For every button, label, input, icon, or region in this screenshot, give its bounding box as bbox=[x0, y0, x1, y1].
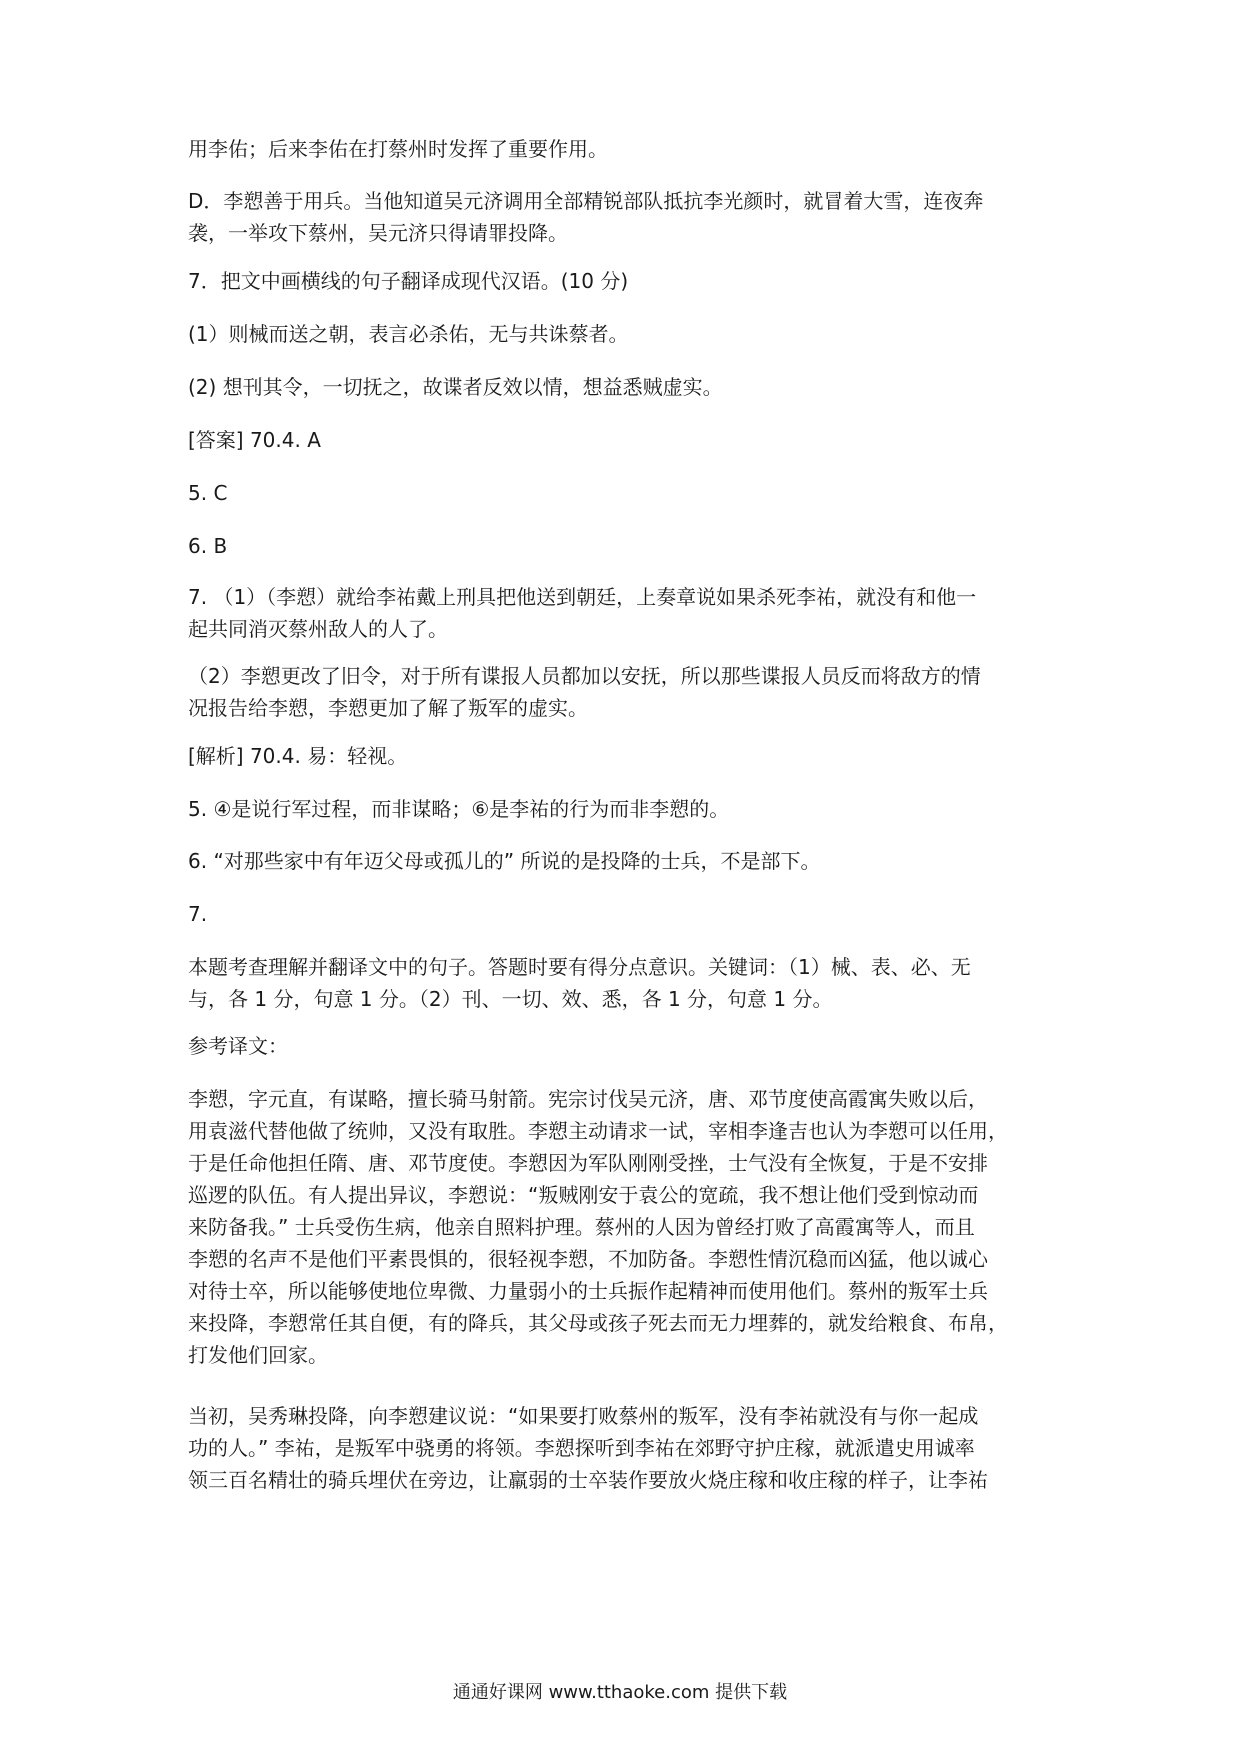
analysis-6: 6. “对那些家中有年迈父母或孤儿的” 所说的是投降的士兵，不是部下。 bbox=[188, 849, 821, 873]
analysis-7-label: 7. bbox=[188, 902, 208, 926]
analysis-5: 5. ④是说行军过程，而非谋略；⑥是李祐的行为而非李愬的。 bbox=[188, 797, 730, 821]
answer-heading: [答案] 70.4. A bbox=[188, 428, 321, 452]
analysis-7: 本题考查理解并翻译文中的句子。答题时要有得分点意识。关键词：（1）械、表、必、无 与，各 1 分，句意 1 分。（2）刊、一切、效、悉，各 1 分，句意 1 分。 bbox=[188, 955, 971, 1011]
answer-7-1: 7. （1）（李愬）就给李祐戴上刑具把他送到朝廷，上奏章说如果杀死李祐，就没有和他一 起共同消灭蔡州敌人的人了。 bbox=[188, 585, 977, 641]
translation-paragraph-1: 李愬，字元直，有谋略，擅长骑马射箭。宪宗讨伐吴元济，唐、邓节度使高霞寓失败以后， 用袁滋代替他做了统帅，又没有取胜。李愬主动请求一试，宰相李逢吉也认为李愬可以任用， 于是任命他担任隋、唐、邓节度使。李愬因为军队刚刚受挫，士气没有全恢复，于是不安排 巡逻的队伍。有人提出异议，李愬说：“叛贼刚安于袁公的宽疏，我不想让他们受到惊动而 来防备我。” 士兵受伤生病，他亲自照料护理。蔡州的人因为曾经打败了高霞寓等人，而且 李愬的名声不是他们平素畏惧的，很轻视李愬，不加防备。李愬性情沉稳而凶猛，他以诚心 对待士卒，所以能够使地位卑微、力量弱小的士兵振作起精神而使用他们。蔡州的叛军士兵 来投降，李愬常任其自便，有的降兵，其父母或孩子死去而无力埋葬的，就发给粮食、布帛， 打发他们回家。 bbox=[188, 1087, 1008, 1367]
translation-paragraph-2: 当初，吴秀琳投降，向李愬建议说：“如果要打败蔡州的叛军，没有李祐就没有与你一起成 功的人。” 李祐，是叛军中骁勇的将领。李愬探听到李祐在郊野守护庄稼，就派遣史用诚率 领三百名精壮的骑兵埋伏在旁边，让羸弱的士卒装作要放火烧庄稼和收庄稼的样子，让李祐 bbox=[188, 1404, 988, 1492]
question-7: 7．把文中画横线的句子翻译成现代汉语。(10 分) bbox=[188, 269, 629, 293]
paragraph-option-c-end: 用李佑；后来李佑在打蔡州时发挥了重要作用。 bbox=[188, 137, 608, 161]
answer-7-2: （2）李愬更改了旧令，对于所有谍报人员都加以安抚，所以那些谍报人员反而将敌方的情 况报告给李愬，李愬更加了解了叛军的虚实。 bbox=[188, 664, 981, 720]
question-7-sentence-2: (2) 想刊其令，一切抚之，故谍者反效以情，想益悉贼虚实。 bbox=[188, 375, 723, 399]
question-7-sentence-1: (1）则械而送之朝，表言必杀佑，无与共诛蔡者。 bbox=[188, 322, 629, 346]
answer-5: 5. C bbox=[188, 481, 228, 505]
analysis-heading: [解析] 70.4. 易：轻视。 bbox=[188, 744, 408, 768]
paragraph-option-d: D．李愬善于用兵。当他知道吴元济调用全部精锐部队抵抗李光颜时，就冒着大雪，连夜奔 袭，一举攻下蔡州，吴元济只得请罪投降。 bbox=[188, 189, 984, 245]
translation-heading: 参考译文： bbox=[188, 1034, 288, 1058]
answer-6: 6. B bbox=[188, 534, 228, 558]
footer-source: 通通好课网 www.tthaoke.com 提供下载 bbox=[452, 1682, 788, 1703]
